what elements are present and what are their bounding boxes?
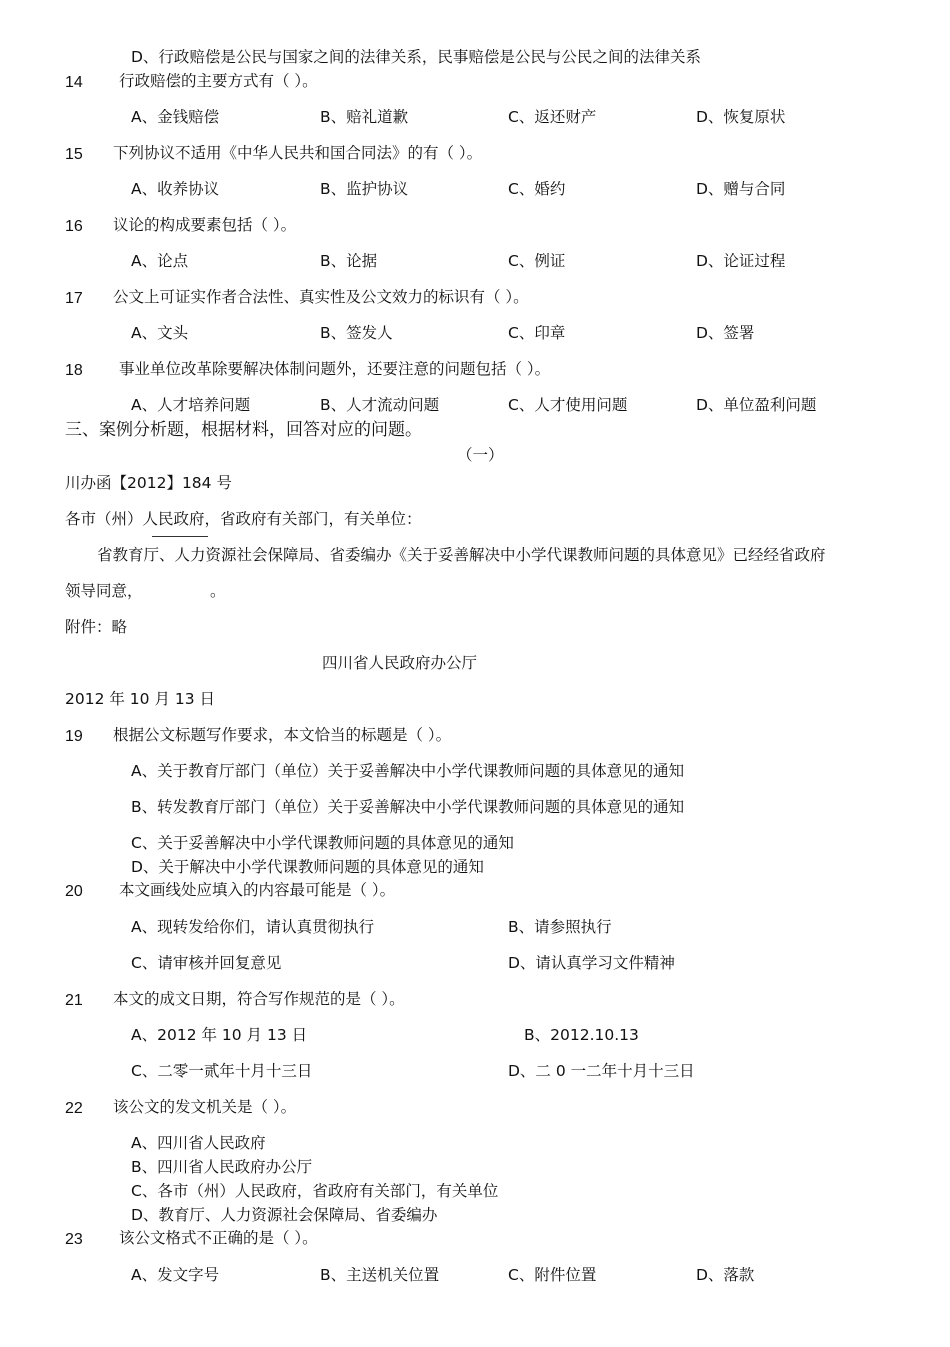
option: D、恢复原状 [696, 108, 786, 126]
option: C、各市（州）人民政府，省政府有关部门，有关单位 [131, 1182, 499, 1200]
question-number: 19 [65, 728, 83, 745]
case-subtitle: （一） [457, 446, 504, 464]
option: A、现转发给你们，请认真贯彻执行 [131, 918, 375, 936]
question-number: 17 [65, 290, 83, 307]
option: B、2012.10.13 [524, 1026, 639, 1044]
question-text: 议论的构成要素包括（ ）。 [113, 216, 297, 234]
question-number: 18 [65, 362, 83, 379]
question-text: 下列协议不适用《中华人民共和国合同法》的有（ ）。 [113, 144, 483, 162]
body-line-2-end: 。 [210, 582, 226, 600]
question-text: 本文画线处应填入的内容最可能是（ ）。 [119, 881, 396, 899]
q13-option-d: D、行政赔偿是公民与国家之间的法律关系，民事赔偿是公民与公民之间的法律关系 [131, 48, 701, 66]
question-number: 16 [65, 218, 83, 235]
option: D、教育厅、人力资源社会保障局、省委编办 [131, 1206, 438, 1224]
issue-date: 2012 年 10 月 13 日 [65, 690, 216, 708]
option: C、请审核并回复意见 [131, 954, 282, 972]
option: B、四川省人民政府办公厅 [131, 1158, 313, 1176]
option: A、2012 年 10 月 13 日 [131, 1026, 308, 1044]
option: A、金钱赔偿 [131, 108, 220, 126]
option: D、二 0 一二年十月十三日 [508, 1062, 695, 1080]
option: C、印章 [508, 324, 566, 342]
option: C、返还财产 [508, 108, 597, 126]
question-number: 22 [65, 1100, 83, 1117]
option: B、请参照执行 [508, 918, 612, 936]
question-text: 该公文格式不正确的是（ ）。 [119, 1229, 318, 1247]
option: D、赠与合同 [696, 180, 786, 198]
signer: 四川省人民政府办公厅 [322, 654, 478, 672]
option: B、签发人 [320, 324, 393, 342]
recipients: 各市（州）人民政府，省政府有关部门，有关单位： [65, 510, 422, 528]
question-text: 根据公文标题写作要求，本文恰当的标题是（ ）。 [113, 726, 452, 744]
option: A、文头 [131, 324, 189, 342]
option: D、请认真学习文件精神 [508, 954, 675, 972]
body-line-2: 领导同意， [65, 582, 143, 600]
option: A、四川省人民政府 [131, 1134, 266, 1152]
question-number: 15 [65, 146, 83, 163]
recipient-underline [152, 536, 208, 537]
question-text: 该公文的发文机关是（ ）。 [113, 1098, 297, 1116]
option: D、论证过程 [696, 252, 786, 270]
question-text: 事业单位改革除要解决体制问题外，还要注意的问题包括（ ）。 [119, 360, 551, 378]
doc-number: 川办函【2012】184 号 [65, 474, 232, 492]
section-title: 三、案例分析题，根据材料，回答对应的问题。 [65, 420, 422, 440]
option: B、主送机关位置 [320, 1266, 440, 1284]
option: A、人才培养问题 [131, 396, 251, 414]
option: A、关于教育厅部门（单位）关于妥善解决中小学代课教师问题的具体意见的通知 [131, 762, 685, 780]
option: C、二零一贰年十月十三日 [131, 1062, 313, 1080]
question-text: 公文上可证实作者合法性、真实性及公文效力的标识有（ ）。 [113, 288, 529, 306]
question-text: 行政赔偿的主要方式有（ ）。 [119, 72, 318, 90]
option: C、关于妥善解决中小学代课教师问题的具体意见的通知 [131, 834, 514, 852]
question-text: 本文的成文日期，符合写作规范的是（ ）。 [113, 990, 405, 1008]
option: B、监护协议 [320, 180, 409, 198]
question-number: 14 [65, 74, 83, 91]
body-line-1: 省教育厅、人力资源社会保障局、省委编办《关于妥善解决中小学代课教师问题的具体意见》已经经省政府 [97, 546, 826, 564]
option: A、收养协议 [131, 180, 220, 198]
option: D、签署 [696, 324, 755, 342]
option: B、论据 [320, 252, 378, 270]
option: D、关于解决中小学代课教师问题的具体意见的通知 [131, 858, 484, 876]
option: C、例证 [508, 252, 566, 270]
question-number: 20 [65, 883, 83, 900]
option: D、落款 [696, 1266, 755, 1284]
option: A、发文字号 [131, 1266, 220, 1284]
option: C、附件位置 [508, 1266, 597, 1284]
attachment-note: 附件：略 [65, 618, 128, 636]
option: B、人才流动问题 [320, 396, 440, 414]
option: B、赔礼道歉 [320, 108, 409, 126]
option: B、转发教育厅部门（单位）关于妥善解决中小学代课教师问题的具体意见的通知 [131, 798, 685, 816]
question-number: 23 [65, 1231, 83, 1248]
option: A、论点 [131, 252, 189, 270]
option: C、婚约 [508, 180, 566, 198]
option: C、人才使用问题 [508, 396, 628, 414]
option: D、单位盈利问题 [696, 396, 817, 414]
question-number: 21 [65, 992, 83, 1009]
